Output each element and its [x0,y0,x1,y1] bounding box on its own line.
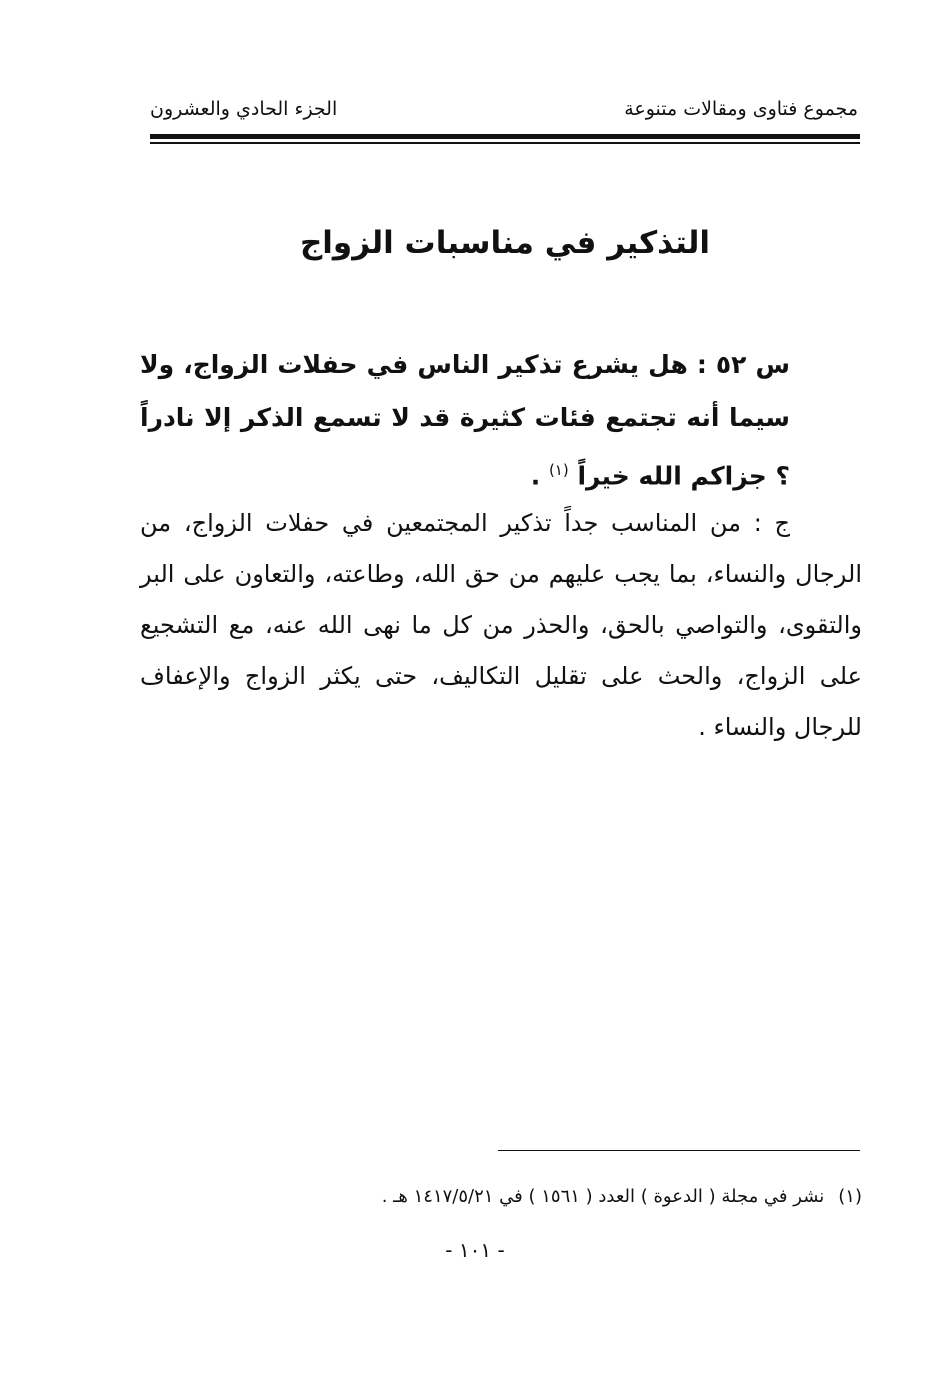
page-number: - ١٠١ - [445,1238,505,1262]
question-paragraph [140,338,790,502]
question-end: . [530,461,541,491]
footnote [382,1186,862,1207]
question-text: س ٥٢ : هل يشرع تذكير الناس في حفلات الزواج، ولا سيما أنه تجتمع فئات كثيرة قد لا تسمع الذكر إلا نادراً ؟ جزاكم الله خيراً [140,350,790,491]
header-rule [150,134,860,139]
footnote-text: نشر في مجلة ( الدعوة ) العدد ( ١٥٦١ ) في ١٤١٧/٥/٢١ هـ . [381,1186,825,1207]
footnote-reference: (١) [548,461,569,479]
header-book-title: مجموع فتاوى ومقالات متنوعة [624,98,858,120]
footnote-marker: (١) [838,1186,862,1207]
header-volume-title: الجزء الحادي والعشرون [150,98,338,120]
answer-paragraph: ج : من المناسب جداً تذكير المجتمعين في حفلات الزواج، من الرجال والنساء، بما يجب عليهم من حق الله، وطاعته، والتعاون على البر والتقوى، والتواصي بالحق، والحذر من كل ما نهى الله عنه، مع التشجيع على الزواج، والحث على تقليل التكاليف، حتى يكثر الزواج والإعفاف للرجال والنساء . [140,509,862,741]
page-title: التذكير في مناسبات الزواج [299,225,711,261]
header-rule-thin [150,142,860,144]
footnote-separator [498,1150,860,1151]
